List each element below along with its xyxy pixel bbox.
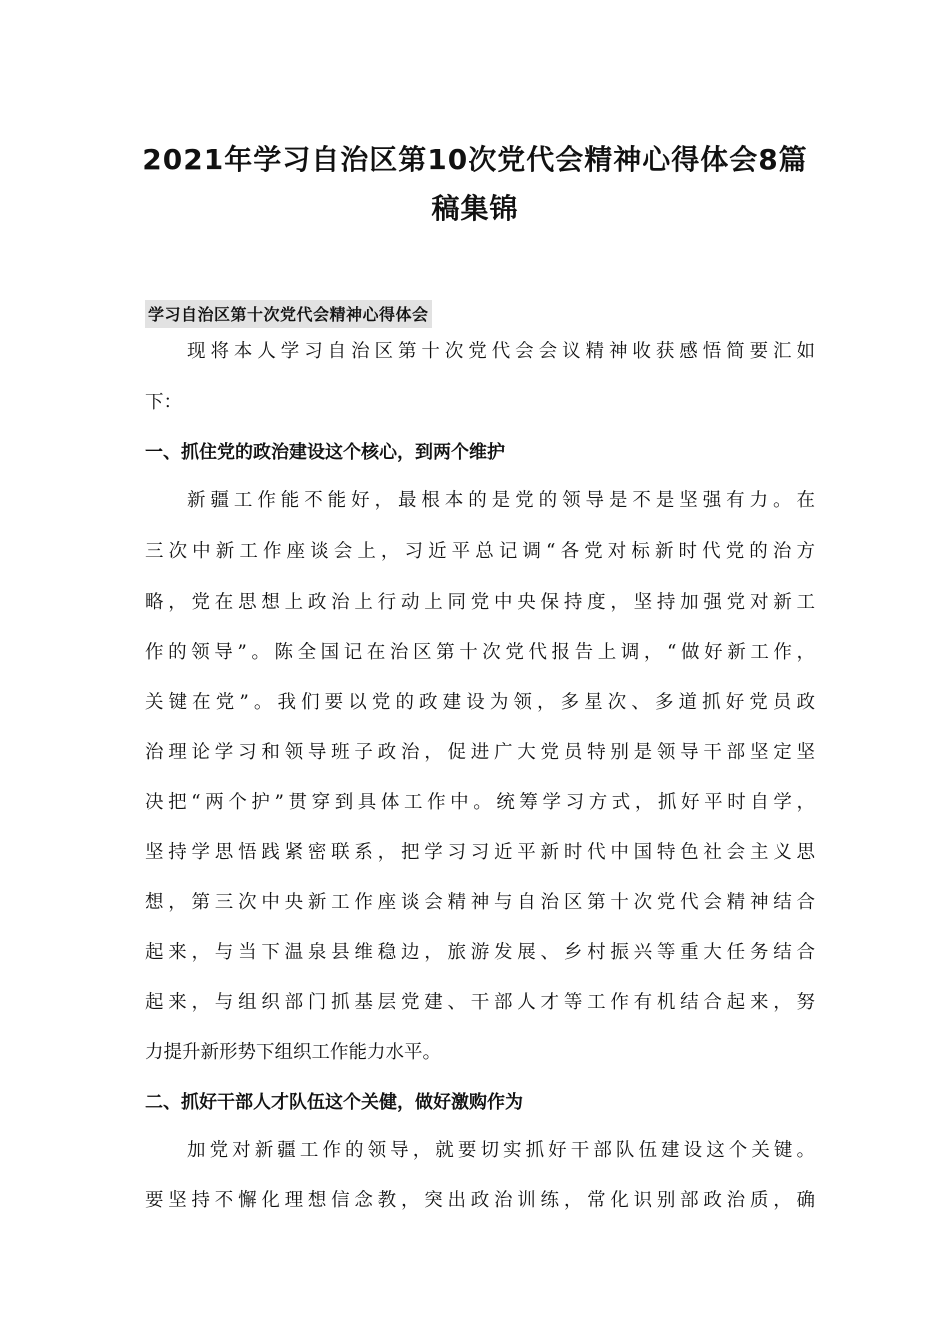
paragraph-line: 起来，与当下温泉县维稳边，旅游发展、乡村振兴等重大任务结合	[145, 942, 815, 963]
paragraph-line: 加党对新疆工作的领导，就要切实抓好干部队伍建设这个关键。	[187, 1140, 815, 1161]
document-title-line-2: 稿集锦	[431, 192, 519, 225]
paragraph-line: 新疆工作能不能好，最根本的是党的领导是不是坚强有力。在	[187, 490, 815, 511]
paragraph-line: 作的领导”。陈全国记在治区第十次党代报告上调，“做好新工作，	[145, 642, 815, 663]
section-heading-2: 二、抓好干部人才队伍这个关健，做好激购作为	[145, 1092, 523, 1113]
paragraph-line: 三次中新工作座谈会上，习近平总记调“各党对标新时代党的治方	[145, 541, 815, 562]
paragraph-line: 略，党在思想上政治上行动上同党中央保持度，坚持加强党对新工	[145, 592, 815, 613]
paragraph-line: 要坚持不懈化理想信念教，突出政治训练，常化识别部政治质，确	[145, 1190, 815, 1211]
paragraph-line: 关键在党”。我们要以党的政建设为领，多星次、多道抓好党员政	[145, 692, 815, 713]
section-label: 学习自治区第十次党代会精神心得体会	[145, 300, 432, 328]
paragraph-line: 坚持学思悟践紧密联系，把学习习近平新时代中国特色社会主义思	[145, 842, 815, 863]
document-title-line-1: 2021年学习自治区第10次党代会精神心得体会8篇	[142, 143, 808, 176]
intro-line: 下：	[145, 392, 183, 413]
paragraph-line: 决把“两个护”贯穿到具体工作中。统筹学习方式，抓好平时自学，	[145, 792, 815, 813]
intro-line: 现将本人学习自治区第十次党代会会议精神收获感悟简要汇如	[187, 341, 815, 362]
paragraph-line: 治理论学习和领导班子政治，促进广大党员特别是领导干部坚定坚	[145, 742, 815, 763]
section-heading-1: 一、抓住党的政治建设这个核心，到两个维护	[145, 442, 505, 463]
paragraph-line: 想，第三次中央新工作座谈会精神与自治区第十次党代会精神结合	[145, 892, 815, 913]
paragraph-line: 起来，与组织部门抓基层党建、干部人才等工作有机结合起来，努	[145, 992, 815, 1013]
paragraph-line: 力提升新形势下组织工作能力水平。	[145, 1042, 442, 1063]
